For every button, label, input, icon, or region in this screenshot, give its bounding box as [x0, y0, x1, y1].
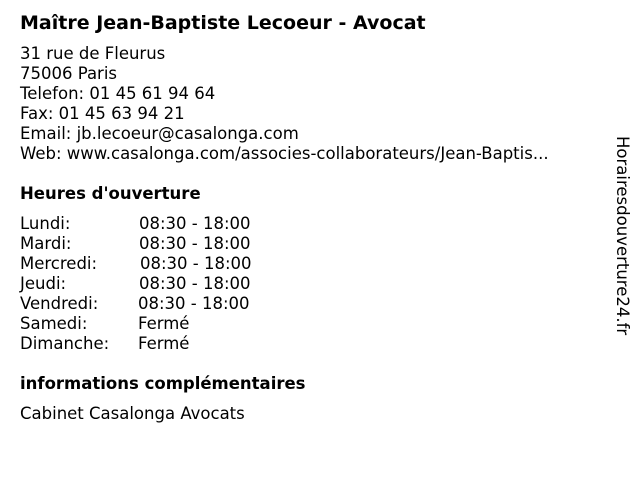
day-label: Jeudi:	[20, 274, 67, 293]
time-value: 08:30 - 18:00	[138, 294, 250, 313]
fax-number: Fax: 01 45 63 94 21	[20, 104, 185, 123]
day-label: Dimanche:	[20, 334, 110, 353]
time-value: 08:30 - 18:00	[140, 254, 252, 273]
contact-block	[20, 44, 549, 164]
time-value: Fermé	[138, 334, 190, 353]
email-address: Email: jb.lecoeur@casalonga.com	[20, 124, 299, 143]
extra-info-heading: informations complémentaires	[20, 374, 306, 393]
phone-number: Telefon: 01 45 61 94 64	[20, 84, 216, 103]
day-label: Mardi:	[20, 234, 72, 253]
extra-info-text: Cabinet Casalonga Avocats	[20, 404, 245, 423]
hours-heading: Heures d'ouverture	[20, 184, 201, 203]
time-value: 08:30 - 18:00	[139, 214, 251, 233]
page-title: Maître Jean-Baptiste Lecoeur - Avocat	[20, 12, 426, 34]
day-label: Samedi:	[20, 314, 88, 333]
time-value: Fermé	[138, 314, 190, 333]
street-address: 31 rue de Fleurus	[20, 44, 166, 63]
city: 75006 Paris	[20, 64, 118, 83]
day-label: Mercredi:	[20, 254, 98, 273]
time-value: 08:30 - 18:00	[139, 274, 251, 293]
website-url: Web: www.casalonga.com/associes-collaborateurs/Jean-Baptis...	[20, 144, 549, 163]
day-label: Lundi:	[20, 214, 71, 233]
time-value: 08:30 - 18:00	[139, 234, 251, 253]
day-label: Vendredi:	[20, 294, 99, 313]
site-watermark: Horairesdouverture24.fr	[613, 136, 632, 336]
